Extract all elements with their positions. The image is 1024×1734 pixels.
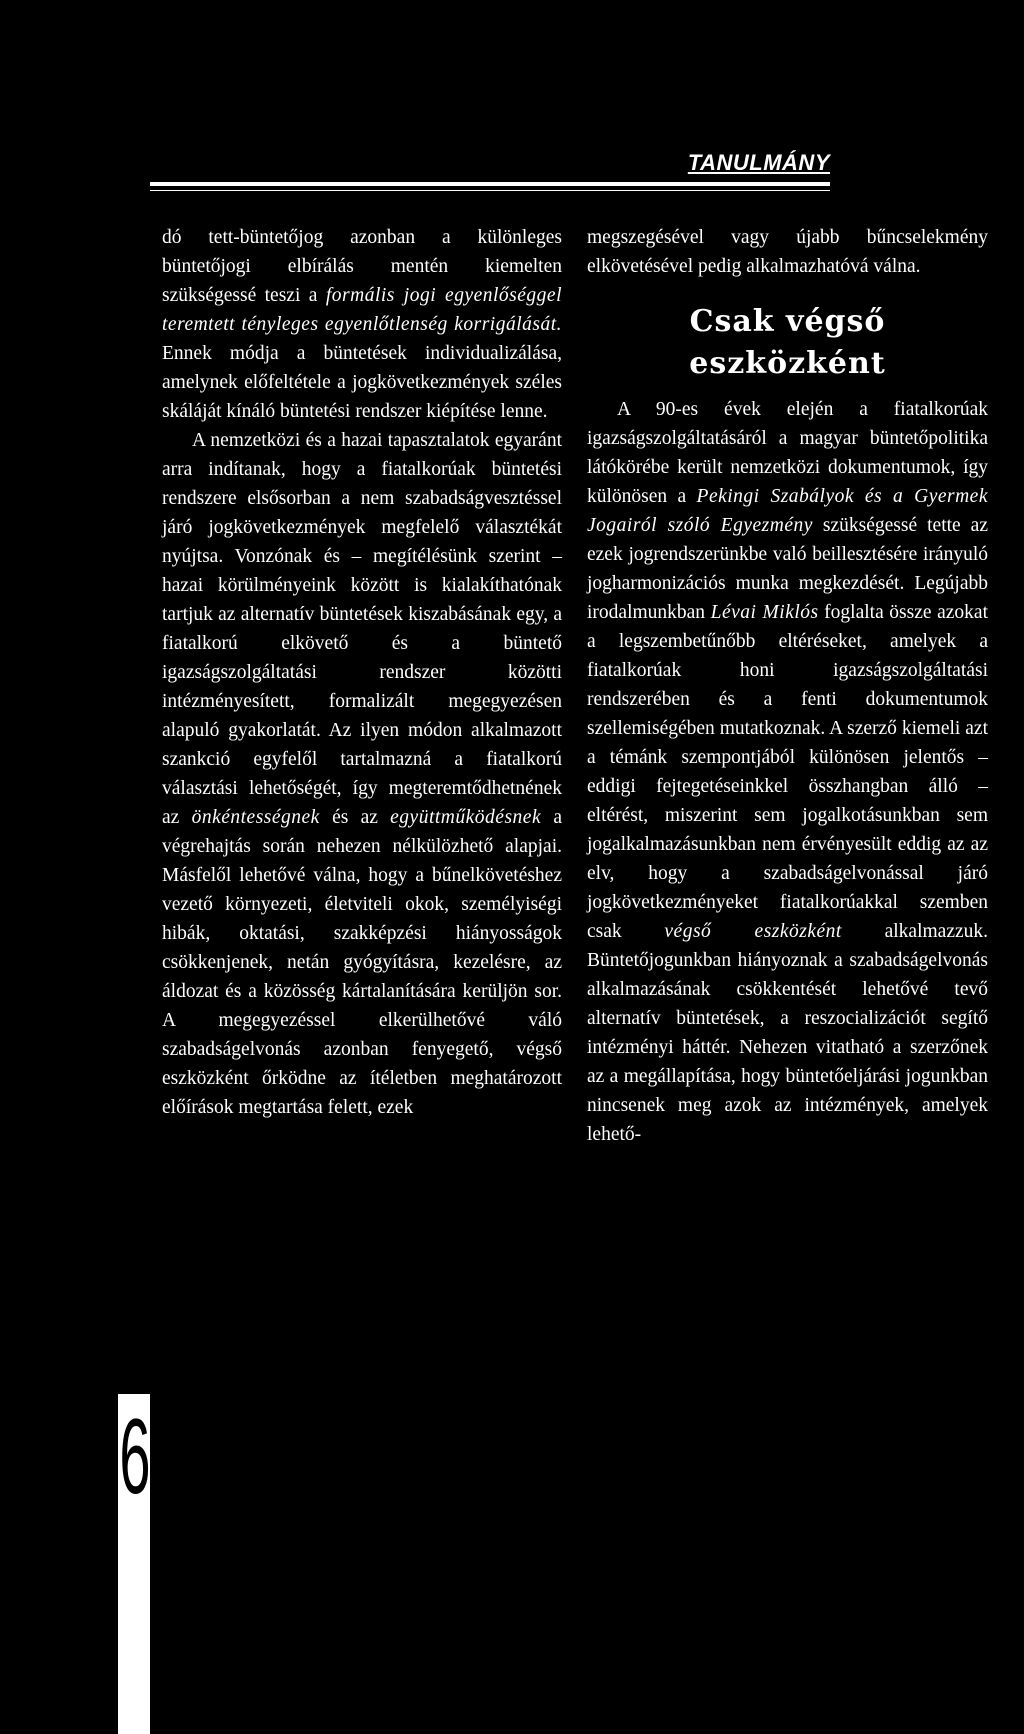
emphasis-text: végső eszközként <box>664 921 842 942</box>
text-run: Ennek módja a büntetések individualizálása, amelynek előfeltétele a jogkövetkezmények széles skáláját kínáló büntetési rendszer kiépítése lenne. <box>162 343 562 422</box>
text-run: szükségessé tette az ezek jogrendszerünkbe való beillesztésére irányuló jogharmonizációs munka megkezdését. Legújabb irodalmunkban <box>587 515 988 623</box>
text-run: dó tett-büntetőjog azonban a különleges büntetőjogi elbírálás mentén kiemelten szükségessé teszi a <box>162 227 562 306</box>
emphasis-text: Lévai Miklós <box>710 602 819 623</box>
text-run: a végrehajtás során nehezen nélkülözhető alapjai. Másfelől lehetővé válna, hogy a bűnelkövetéshez vezető környezeti, életviteli okok, személyiségi hibák, oktatási, szakképzési hiányosságok csökkenjenek, netán gyógyításra, kezelésre, az áldozat és a közösség kártalanítására kerüljön sor. A megegyezéssel elkerülhetővé váló szabadságelvonás azonban fenyegető, végső eszközként őrködne az ítéletben meghatározott előírások megtartása felett, ezek <box>162 807 562 1118</box>
text-run: foglalta össze azokat a legszembetűnőbb eltéréseket, amelyek a fiatalkorúak honi igazságszolgáltatási rendszerében és a fenti dokumentumok szellemiségében mutatkoznak. A szerző kiemeli azt a témánk szempontjából különösen jelentős – eddigi fejtegetéseinkkel összhangban álló – eltérést, miszerint sem jogalkotásunkban sem jogalkalmazásunkban nem érvényesült eddig az az elv, hogy a szabadságelvonással járó jogkövetkezményeket fiatalkorúakkal szemben csak <box>587 602 988 942</box>
paragraph <box>162 223 562 426</box>
left-column <box>162 223 562 1122</box>
emphasis-text: formális jogi egyenlőséggel teremtett tényleges egyenlőtlenség korrigálását. <box>162 285 562 335</box>
paragraph <box>587 395 988 1149</box>
header-rule-thin <box>150 190 830 191</box>
text-run: A nemzetközi és a hazai tapasztalatok egyaránt arra indítanak, hogy a fiatalkorúak büntetési rendszere elsősorban a nem szabadságvesztéssel járó jogkövetkezmények megfelelő választékát nyújtsa. Vonzónak és – megítélésünk szerint – hazai körülményeink között is kialakíthatónak tartjuk az alternatív büntetések kiszabásának egy, a fiatalkorú elkövető és a büntető igazságszolgáltatási rendszer közötti intézményesített, formalizált megegyezésen alapuló gyakorlatát. Az ilyen módon alkalmazott szankció egyfelől tartalmazná a fiatalkorú választási lehetőségét, így megteremtődhetnének az <box>162 430 562 828</box>
text-run: A 90-es évek elején a fiatalkorúak igazságszolgáltatásáról a magyar büntetőpolitika látókörébe került nemzetközi dokumentumok, így különösen a <box>587 399 988 507</box>
subheading <box>587 301 988 385</box>
emphasis-text: együttműködésnek <box>390 807 542 828</box>
page-number: 6 <box>119 1396 151 1516</box>
section-title: TANULMÁNY <box>687 150 830 175</box>
text-run: és az <box>319 807 391 828</box>
right-column <box>587 223 988 1149</box>
emphasis-text: önkéntességnek <box>191 807 320 828</box>
paragraph <box>162 426 562 1122</box>
emphasis-text: Pekingi Szabályok és a Gyermek Jogairól szóló Egyezmény <box>587 486 988 536</box>
subheading-line: Csak végső <box>689 304 886 339</box>
text-run: alkalmazzuk. Büntetőjogunkban hiányoznak a szabadságelvonás alkalmazásának csökkentését lehetővé tevő alternatív büntetések, a reszocializációt segítő intézményi háttér. Nehezen vitatható a szerzőnek az a megállapítása, hogy büntetőeljárási jogunkban nincsenek meg azok az intézmények, amelyek lehető- <box>587 921 989 1145</box>
paragraph: megszegésével vagy újabb bűncselekmény elkövetésével pedig alkalmazhatóvá válna. <box>587 227 988 277</box>
header-rule-thick <box>150 182 830 186</box>
subheading-line: eszközként <box>689 346 886 381</box>
